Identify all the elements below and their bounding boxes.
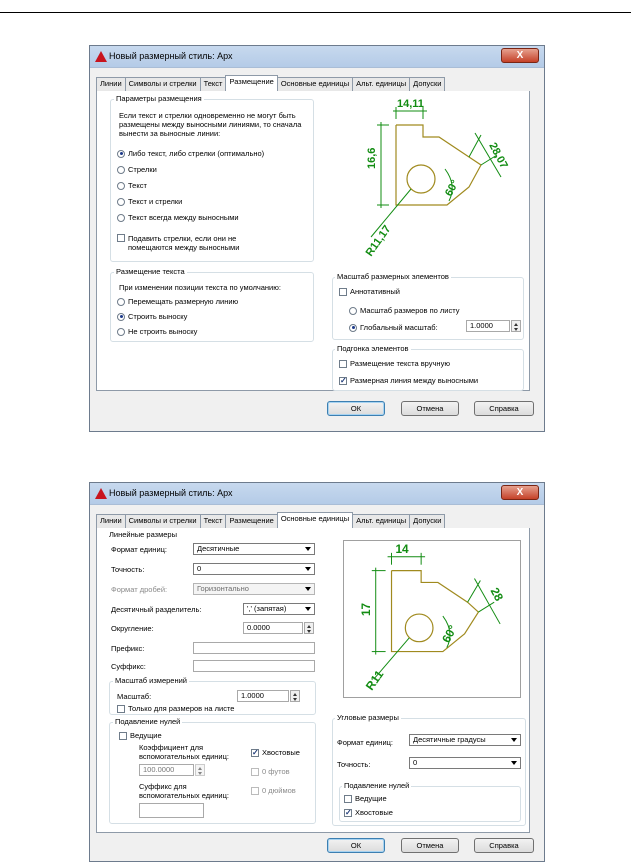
ok-button[interactable]: ОК bbox=[327, 401, 385, 416]
layout-only-checkbox[interactable] bbox=[117, 704, 234, 713]
fit-option-always-text[interactable] bbox=[117, 213, 239, 222]
dimline-between-checkbox[interactable] bbox=[339, 376, 478, 385]
fraction-format-value: Горизонтально bbox=[197, 584, 249, 593]
tab-lines[interactable]: Линии bbox=[96, 514, 126, 528]
sub-unit-factor-spinner[interactable] bbox=[195, 764, 205, 776]
close-button[interactable]: X bbox=[501, 485, 539, 500]
text-option-label: Строить выноску bbox=[128, 312, 188, 321]
precision-label: Точность: bbox=[111, 565, 145, 574]
decimal-separator-label: Десятичный разделитель: bbox=[111, 605, 202, 614]
fit-option-label: Текст и стрелки bbox=[128, 197, 183, 206]
trailing-zeros-label: Хвостовые bbox=[262, 748, 300, 757]
manual-text-label: Размещение текста вручную bbox=[350, 359, 450, 368]
zero-feet-checkbox[interactable] bbox=[251, 767, 290, 776]
angular-title: Угловые размеры bbox=[337, 713, 399, 722]
help-button[interactable]: Справка bbox=[474, 401, 534, 416]
preview-dim-left: 17 bbox=[358, 602, 373, 617]
preview-dim-angle: 60° bbox=[443, 178, 462, 199]
close-button[interactable]: X bbox=[501, 48, 539, 63]
chevron-down-icon bbox=[511, 761, 517, 765]
fine-tuning-title: Подгонка элементов bbox=[337, 344, 409, 353]
dim-style-dialog-primary-units bbox=[89, 482, 545, 862]
fit-option-both[interactable] bbox=[117, 197, 182, 206]
dialog-title: Новый размерный стиль: Арх bbox=[109, 488, 233, 498]
checkbox-icon[interactable] bbox=[339, 360, 347, 368]
fit-option-text[interactable] bbox=[117, 181, 147, 190]
suffix-label: Суффикс: bbox=[111, 662, 146, 671]
angular-precision-label: Точность: bbox=[337, 760, 371, 769]
decimal-separator-value: ',' (запятая) bbox=[247, 604, 287, 613]
radio-icon[interactable] bbox=[349, 324, 357, 332]
tab-primary-units[interactable]: Основные единицы bbox=[277, 512, 353, 528]
zero-inches-label: 0 дюймов bbox=[262, 786, 296, 795]
checkbox-icon[interactable] bbox=[339, 288, 347, 296]
radio-icon[interactable] bbox=[349, 307, 357, 315]
chevron-down-icon bbox=[305, 587, 311, 591]
text-option-move-dimline[interactable] bbox=[117, 297, 238, 306]
prefix-input[interactable] bbox=[193, 642, 315, 654]
angular-trailing-checkbox[interactable] bbox=[344, 808, 393, 817]
annotative-label: Аннотативный bbox=[350, 287, 400, 296]
zero-feet-label: 0 футов bbox=[262, 767, 290, 776]
chevron-down-icon bbox=[511, 738, 517, 742]
measurement-scale-title: Масштаб измерений bbox=[115, 676, 187, 685]
manual-text-checkbox[interactable] bbox=[339, 359, 450, 368]
scale-factor-label: Масштаб: bbox=[117, 692, 152, 701]
help-button[interactable]: Справка bbox=[474, 838, 534, 853]
angular-leading-checkbox[interactable] bbox=[344, 794, 387, 803]
fit-option-arrows[interactable] bbox=[117, 165, 157, 174]
global-scale-label: Глобальный масштаб: bbox=[360, 323, 438, 332]
preview-dim-top: 14 bbox=[395, 541, 409, 556]
text-placement-title: Размещение текста bbox=[116, 267, 185, 276]
text-option-no-leader[interactable] bbox=[117, 327, 197, 336]
layout-only-label: Только для размеров на листе bbox=[128, 704, 235, 713]
leading-zeros-checkbox[interactable] bbox=[119, 731, 162, 740]
scale-to-layout-label: Масштаб размеров по листу bbox=[360, 306, 460, 315]
dimension-preview bbox=[341, 97, 511, 267]
scale-factor-spinner[interactable] bbox=[290, 690, 300, 702]
autocad-logo-icon bbox=[95, 51, 107, 62]
scale-to-layout-radio[interactable] bbox=[349, 306, 460, 315]
fit-option-best[interactable] bbox=[117, 149, 264, 158]
dimline-between-label: Размерная линия между выносными bbox=[350, 376, 479, 385]
dialog-title: Новый размерный стиль: Арх bbox=[109, 51, 233, 61]
tab-symbols-arrows[interactable]: Символы и стрелки bbox=[125, 77, 201, 91]
suppress-arrows-checkbox[interactable] bbox=[117, 234, 278, 252]
checkbox-icon[interactable]: ✓ bbox=[252, 747, 259, 757]
suppress-arrows-label: Подавить стрелки, если они не помещаются между выносными bbox=[128, 234, 240, 252]
ok-button[interactable]: ОК bbox=[327, 838, 385, 853]
text-placement-description: При изменении позиции текста по умолчанию: bbox=[119, 283, 281, 292]
preview-dim-left: 16,6 bbox=[366, 147, 378, 169]
zero-inches-checkbox[interactable] bbox=[251, 786, 296, 795]
angular-trailing-label: Хвостовые bbox=[355, 808, 393, 817]
decimal-separator-select[interactable] bbox=[243, 603, 315, 615]
global-scale-spinner[interactable] bbox=[511, 320, 521, 332]
tab-primary-units[interactable]: Основные единицы bbox=[277, 77, 353, 91]
radio-icon[interactable] bbox=[117, 298, 125, 306]
tab-tolerances[interactable]: Допуски bbox=[409, 77, 445, 91]
dimension-preview bbox=[343, 540, 521, 698]
tab-bar bbox=[96, 513, 444, 528]
tab-panel bbox=[96, 528, 530, 833]
angular-zero-suppression-title: Подавление нулей bbox=[344, 781, 410, 790]
angular-leading-label: Ведущие bbox=[355, 794, 387, 803]
fraction-format-label: Формат дробей: bbox=[111, 585, 168, 594]
fit-options-title: Параметры размещения bbox=[116, 94, 202, 103]
tab-panel bbox=[96, 91, 530, 391]
roundoff-input[interactable]: 0.0000 bbox=[243, 622, 303, 634]
scale-title: Масштаб размерных элементов bbox=[337, 272, 449, 281]
sub-unit-suffix-input[interactable] bbox=[139, 803, 204, 818]
unit-format-label: Формат единиц: bbox=[111, 545, 168, 554]
preview-dim-radius: R11 bbox=[362, 667, 387, 693]
prefix-label: Префикс: bbox=[111, 644, 145, 653]
roundoff-label: Округление: bbox=[111, 624, 154, 633]
page-header-rule bbox=[0, 12, 631, 13]
radio-icon[interactable] bbox=[117, 182, 125, 190]
dim-style-dialog-placement bbox=[89, 45, 545, 432]
annotative-checkbox[interactable] bbox=[339, 287, 400, 296]
leading-zeros-label: Ведущие bbox=[130, 731, 162, 740]
fraction-format-select[interactable] bbox=[193, 583, 315, 595]
angular-unit-format-label: Формат единиц: bbox=[337, 738, 394, 747]
cancel-button[interactable]: Отмена bbox=[401, 401, 459, 416]
chevron-down-icon bbox=[305, 567, 311, 571]
precision-value: 0 bbox=[197, 564, 202, 573]
checkbox-icon[interactable] bbox=[117, 705, 125, 713]
global-scale-input[interactable]: 1.0000 bbox=[466, 320, 510, 332]
tab-alternate-units[interactable]: Альт. единицы bbox=[352, 77, 410, 91]
tab-lines[interactable]: Линии bbox=[96, 77, 126, 91]
preview-dim-right: 28 bbox=[487, 585, 507, 604]
tab-symbols-arrows[interactable]: Символы и стрелки bbox=[125, 514, 201, 528]
radio-icon[interactable] bbox=[117, 313, 125, 321]
checkbox-icon[interactable] bbox=[251, 768, 259, 776]
zero-suppression-title: Подавление нулей bbox=[115, 717, 181, 726]
radio-icon[interactable] bbox=[117, 198, 125, 206]
linear-title: Линейные размеры bbox=[109, 530, 177, 539]
sub-unit-factor-input[interactable]: 100.0000 bbox=[139, 764, 194, 776]
angular-unit-format-value: Десятичные градусы bbox=[413, 735, 486, 744]
tab-text[interactable]: Текст bbox=[200, 514, 227, 528]
checkbox-icon[interactable] bbox=[251, 787, 259, 795]
radio-icon[interactable] bbox=[117, 166, 125, 174]
chevron-down-icon bbox=[305, 547, 311, 551]
checkbox-icon[interactable] bbox=[119, 732, 127, 740]
sub-unit-suffix-label: Суффикс для вспомогательных единиц: bbox=[139, 782, 229, 800]
checkbox-icon[interactable] bbox=[344, 795, 352, 803]
preview-dim-angle: 60° bbox=[439, 622, 460, 646]
text-option-leader[interactable] bbox=[117, 312, 187, 321]
tab-bar bbox=[96, 76, 444, 91]
tab-fit[interactable]: Размещение bbox=[225, 514, 277, 528]
preview-dim-right: 28,07 bbox=[486, 140, 510, 171]
radio-icon[interactable] bbox=[117, 214, 125, 222]
angular-precision-value: 0 bbox=[413, 758, 418, 767]
precision-select[interactable] bbox=[193, 563, 315, 575]
suffix-input[interactable] bbox=[193, 660, 315, 672]
cancel-button[interactable]: Отмена bbox=[401, 838, 459, 853]
fit-option-label: Текст всегда между выносными bbox=[128, 213, 239, 222]
autocad-logo-icon bbox=[95, 488, 107, 499]
title-bar bbox=[90, 46, 544, 68]
global-scale-radio[interactable] bbox=[349, 323, 438, 332]
text-option-label: Не строить выноску bbox=[128, 327, 198, 336]
sub-unit-factor-label: Коэффициент для вспомогательных единиц: bbox=[139, 743, 229, 761]
title-bar bbox=[90, 483, 544, 505]
fit-option-label: Стрелки bbox=[128, 165, 157, 174]
checkbox-icon[interactable]: ✓ bbox=[345, 807, 352, 817]
tab-fit[interactable]: Размещение bbox=[225, 75, 277, 91]
text-option-label: Перемещать размерную линию bbox=[128, 297, 239, 306]
chevron-down-icon bbox=[305, 607, 311, 611]
fit-option-label: Либо текст, либо стрелки (оптимально) bbox=[128, 149, 265, 158]
tab-text[interactable]: Текст bbox=[200, 77, 227, 91]
preview-dim-top: 14,11 bbox=[397, 98, 424, 110]
trailing-zeros-checkbox[interactable] bbox=[251, 748, 300, 757]
angular-unit-format-select[interactable] bbox=[409, 734, 521, 746]
scale-factor-input[interactable]: 1.0000 bbox=[237, 690, 289, 702]
tab-tolerances[interactable]: Допуски bbox=[409, 514, 445, 528]
radio-icon[interactable] bbox=[117, 150, 125, 158]
unit-format-value: Десятичные bbox=[197, 544, 240, 553]
tab-alternate-units[interactable]: Альт. единицы bbox=[352, 514, 410, 528]
preview-dim-radius: R11,17 bbox=[363, 223, 394, 259]
checkbox-icon[interactable]: ✓ bbox=[340, 375, 347, 385]
checkbox-icon[interactable] bbox=[117, 234, 125, 242]
unit-format-select[interactable] bbox=[193, 543, 315, 555]
angular-precision-select[interactable] bbox=[409, 757, 521, 769]
fit-option-label: Текст bbox=[128, 181, 147, 190]
roundoff-spinner[interactable] bbox=[304, 622, 314, 634]
radio-icon[interactable] bbox=[117, 328, 125, 336]
fit-description: Если текст и стрелки одновременно не могут быть размещены между выносными линиями, то сначала вынести за выносные линии: bbox=[119, 111, 302, 138]
